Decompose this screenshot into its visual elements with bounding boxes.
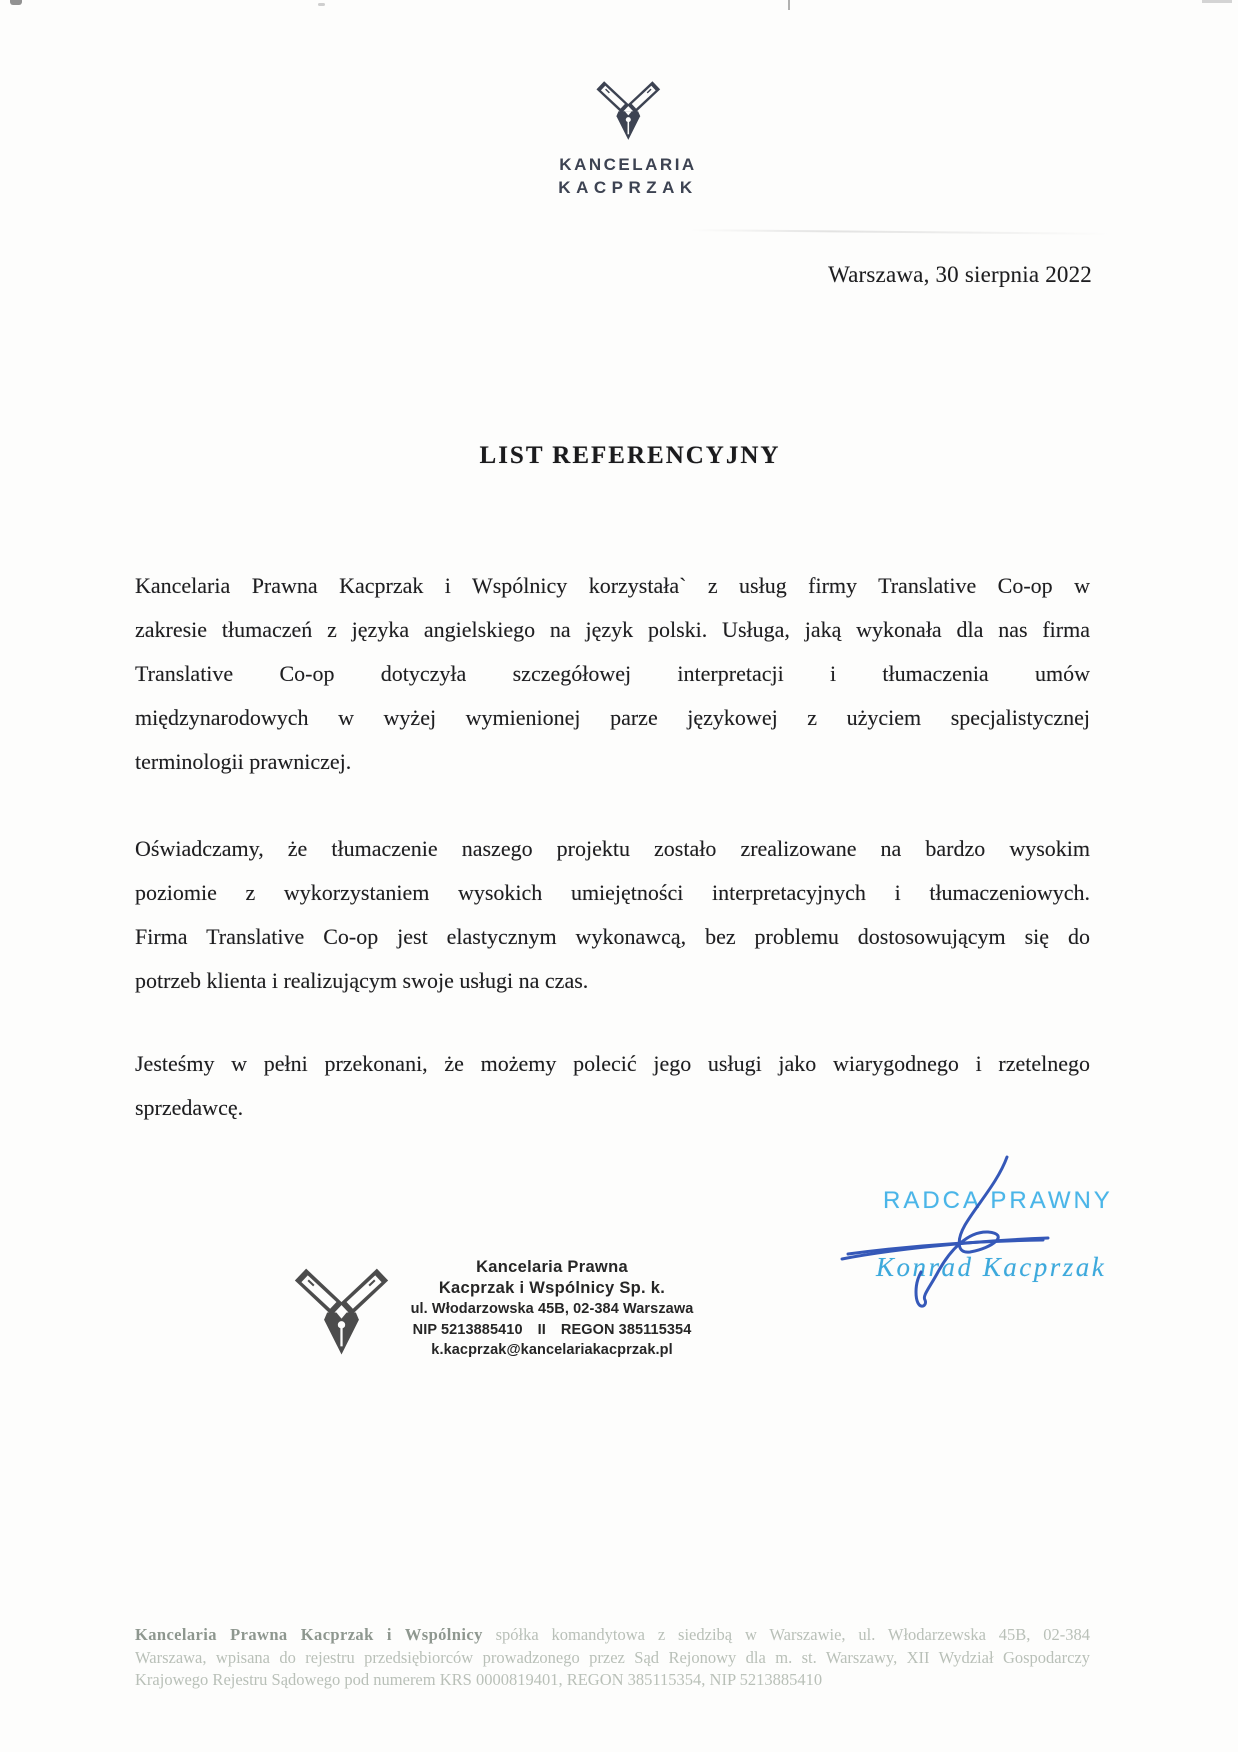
text-line: potrzeb klienta i realizującym swoje usługi na czas. bbox=[135, 968, 589, 993]
footer-legal-text bbox=[135, 1624, 1090, 1692]
stamp-nip: NIP 5213885410 bbox=[412, 1321, 523, 1338]
text-line: Jesteśmy w pełni przekonani, że możemy polecić jego usługi jako wiarygodnego i rzetelnego bbox=[135, 1051, 1090, 1076]
stamp-firm-line1: Kancelaria Prawna bbox=[476, 1258, 628, 1276]
footer-line-3: Krajowego Rejestru Sądowego pod numerem KRS 0000819401, REGON 385115354, NIP 5213885410 bbox=[135, 1670, 823, 1689]
scan-fold-line bbox=[690, 229, 1110, 235]
letterhead-line1: KANCELARIA bbox=[559, 155, 697, 174]
stamp-separator: II bbox=[537, 1321, 546, 1338]
footer-line-1 bbox=[135, 1624, 1090, 1647]
stamp-email: k.kacprzak@kancelariakacprzak.pl bbox=[431, 1342, 673, 1358]
stamp-firm-line2: Kacprzak i Wspólnicy Sp. k. bbox=[438, 1279, 666, 1297]
letterhead-firm-name bbox=[558, 153, 697, 199]
scan-artifact bbox=[1202, 0, 1232, 3]
paragraph-2 bbox=[135, 827, 1090, 1003]
text-line: międzynarodowych w wyżej wymienionej parze językowej z użyciem specjalistycznej bbox=[135, 705, 1090, 730]
text-line: terminologii prawniczej. bbox=[135, 749, 352, 774]
footer-line-1-rest: spółka komandytowa z siedzibą w Warszawie, ul. Włodarzewska 45B, 02-384 bbox=[495, 1625, 1091, 1644]
scan-artifact bbox=[10, 0, 22, 5]
text-line: sprzedawcę. bbox=[135, 1095, 244, 1120]
text-line: Oświadczamy, że tłumaczenie naszego projektu zostało zrealizowane na bardzo wysokim bbox=[135, 836, 1090, 861]
pen-nib-logo-icon bbox=[586, 74, 670, 147]
scan-artifact bbox=[318, 3, 325, 6]
signer-role-stamp: RADCA PRAWNY bbox=[883, 1187, 1113, 1214]
stamp-regon: REGON 385115354 bbox=[560, 1321, 692, 1338]
text-line: Kancelaria Prawna Kacprzak i Wspólnicy korzystała` z usług firmy Translative Co-op w bbox=[135, 573, 1090, 598]
stamp-pen-nib-logo-icon bbox=[280, 1258, 403, 1365]
scan-artifact bbox=[788, 0, 790, 10]
signer-name-stamp: Konrad Kacprzak bbox=[876, 1252, 1107, 1282]
letter-title: LIST REFERENCYJNY bbox=[479, 442, 781, 469]
letterhead bbox=[558, 74, 697, 199]
letterhead-line2: KACPRZAK bbox=[558, 178, 698, 197]
text-line: Translative Co-op dotyczyła szczegółowej interpretacji i tłumaczenia umów bbox=[135, 661, 1090, 686]
text-line: Firma Translative Co-op jest elastycznym wykonawcą, bez problemu dostosowującym się do bbox=[135, 924, 1090, 949]
company-stamp bbox=[402, 1257, 702, 1361]
stamp-registration bbox=[402, 1320, 702, 1341]
footer-line-2: Warszawa, wpisana do rejestru przedsiębiorców prowadzonego przez Sąd Rejonowy dla m. st. Warszawy, XII Wydział Gospodarczy bbox=[135, 1647, 1090, 1667]
paragraph-1 bbox=[135, 564, 1090, 784]
footer-firm-name: Kancelaria Prawna Kacprzak i Wspólnicy bbox=[135, 1625, 483, 1644]
date-line: Warszawa, 30 sierpnia 2022 bbox=[828, 262, 1092, 287]
stamp-address: ul. Włodarzowska 45B, 02-384 Warszawa bbox=[410, 1301, 694, 1317]
text-line: poziomie z wykorzystaniem wysokich umiejętności interpretacyjnych i tłumaczeniowych. bbox=[135, 880, 1090, 905]
text-line: zakresie tłumaczeń z języka angielskiego na język polski. Usługa, jaką wykonała dla nas firma bbox=[135, 617, 1090, 642]
handwritten-signature bbox=[818, 1010, 1068, 1320]
